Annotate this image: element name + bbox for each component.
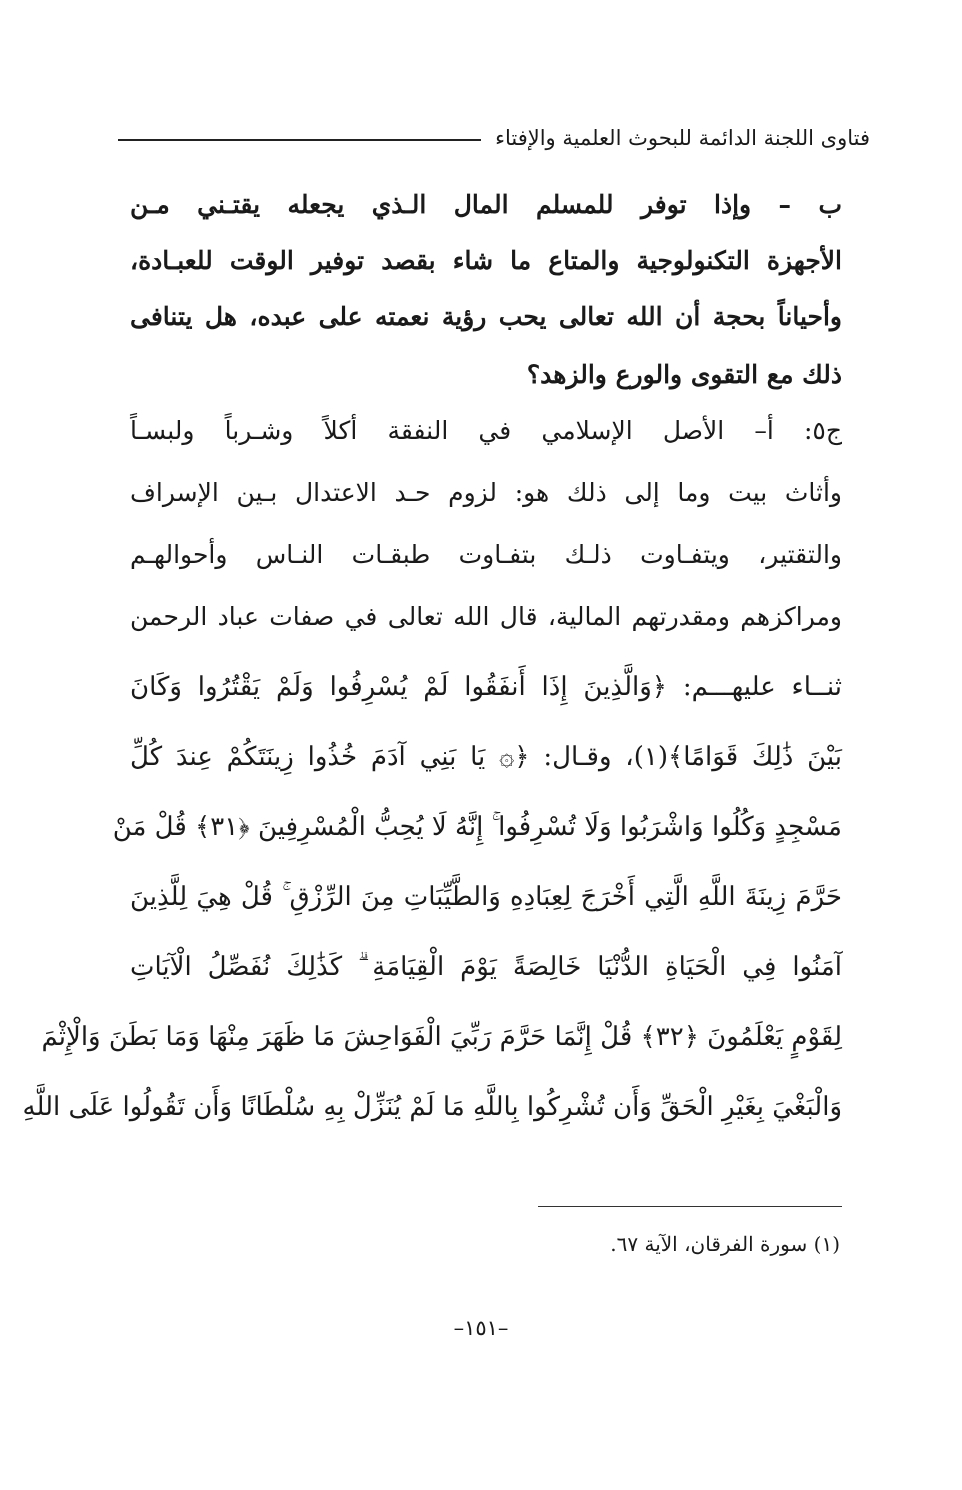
answer-line: ومراكزهم ومقدرتهم المالية، قال الله تعالى في صفات عباد الرحمن <box>130 602 842 631</box>
question-line: ب – وإذا توفر للمسلم المال الـذي يجعله يقتـني مـن <box>130 190 842 219</box>
verse-line: بَيْنَ ذَٰلِكَ قَوَامًا﴾(١)، وقـال: ﴿۞ يَا بَنِي آدَمَ خُذُوا زِينَتَكُمْ عِندَ كُلِّ <box>130 742 842 772</box>
question-line: الأجهزة التكنولوجية والمتاع ما شاء بقصد توفير الوقت للعبـادة، <box>130 246 842 275</box>
page-number: –١٥١– <box>453 1316 509 1340</box>
verse-line: مَسْجِدٍ وَكُلُوا وَاشْرَبُوا وَلَا تُسْرِفُوا ۚ إِنَّهُ لَا يُحِبُّ الْمُسْرِفِينَ ﴿٣١﴾ قُلْ مَنْ <box>112 812 842 842</box>
question-line: وأحياناً بحجة أن الله تعالى يحب رؤية نعمته على عبده، هل يتنافى <box>130 302 842 331</box>
verse-line: لِقَوْمٍ يَعْلَمُونَ ﴿٣٢﴾ قُلْ إِنَّمَا حَرَّمَ رَبِّيَ الْفَوَاحِشَ مَا ظَهَرَ مِنْهَا وَمَا بَطَنَ وَالْإِثْمَ <box>41 1022 842 1052</box>
answer-line: والتقتير، ويتفـاوت ذلـك بتفـاوت طبقـات النـاس وأحوالهـم <box>130 540 842 569</box>
verse-line: آمَنُوا فِي الْحَيَاةِ الدُّنْيَا خَالِصَةً يَوْمَ الْقِيَامَةِ ۗ كَذَٰلِكَ نُفَصِّلُ الْآيَاتِ <box>130 952 842 982</box>
verse-line: وَالْبَغْيَ بِغَيْرِ الْحَقِّ وَأَن تُشْرِكُوا بِاللَّهِ مَا لَمْ يُنَزِّلْ بِهِ سُلْطَانًا وَأَن تَقُولُوا عَلَى اللَّهِ <box>22 1092 842 1122</box>
footnote-separator <box>538 1206 842 1207</box>
verse-line: حَرَّمَ زِينَةَ اللَّهِ الَّتِي أَخْرَجَ لِعِبَادِهِ وَالطَّيِّبَاتِ مِنَ الرِّزْقِ ۚ قُلْ هِيَ لِلَّذِينَ <box>130 882 842 912</box>
header-title: فتاوى اللجنة الدائمة للبحوث العلمية والإفتاء <box>495 126 870 150</box>
answer-line: ج٥: أ– الأصل الإسلامي في النفقة أكلاً وشـرباً ولبسـاً <box>130 416 842 445</box>
answer-line: وأثاث بيت وما إلى ذلك هو: لزوم حـد الاعتدال بـين الإسراف <box>130 478 842 507</box>
question-line: ذلك مع التقوى والورع والزهد؟ <box>526 360 842 389</box>
running-header <box>118 118 870 158</box>
verse-line: ثنــاء عليهـــم: ﴿وَالَّذِينَ إِذَا أَنفَقُوا لَمْ يُسْرِفُوا وَلَمْ يَقْتُرُوا وَكَانَ <box>130 672 842 702</box>
header-rule <box>118 139 481 141</box>
footnote: (١) سورة الفرقان، الآية ٦٧. <box>610 1232 840 1256</box>
